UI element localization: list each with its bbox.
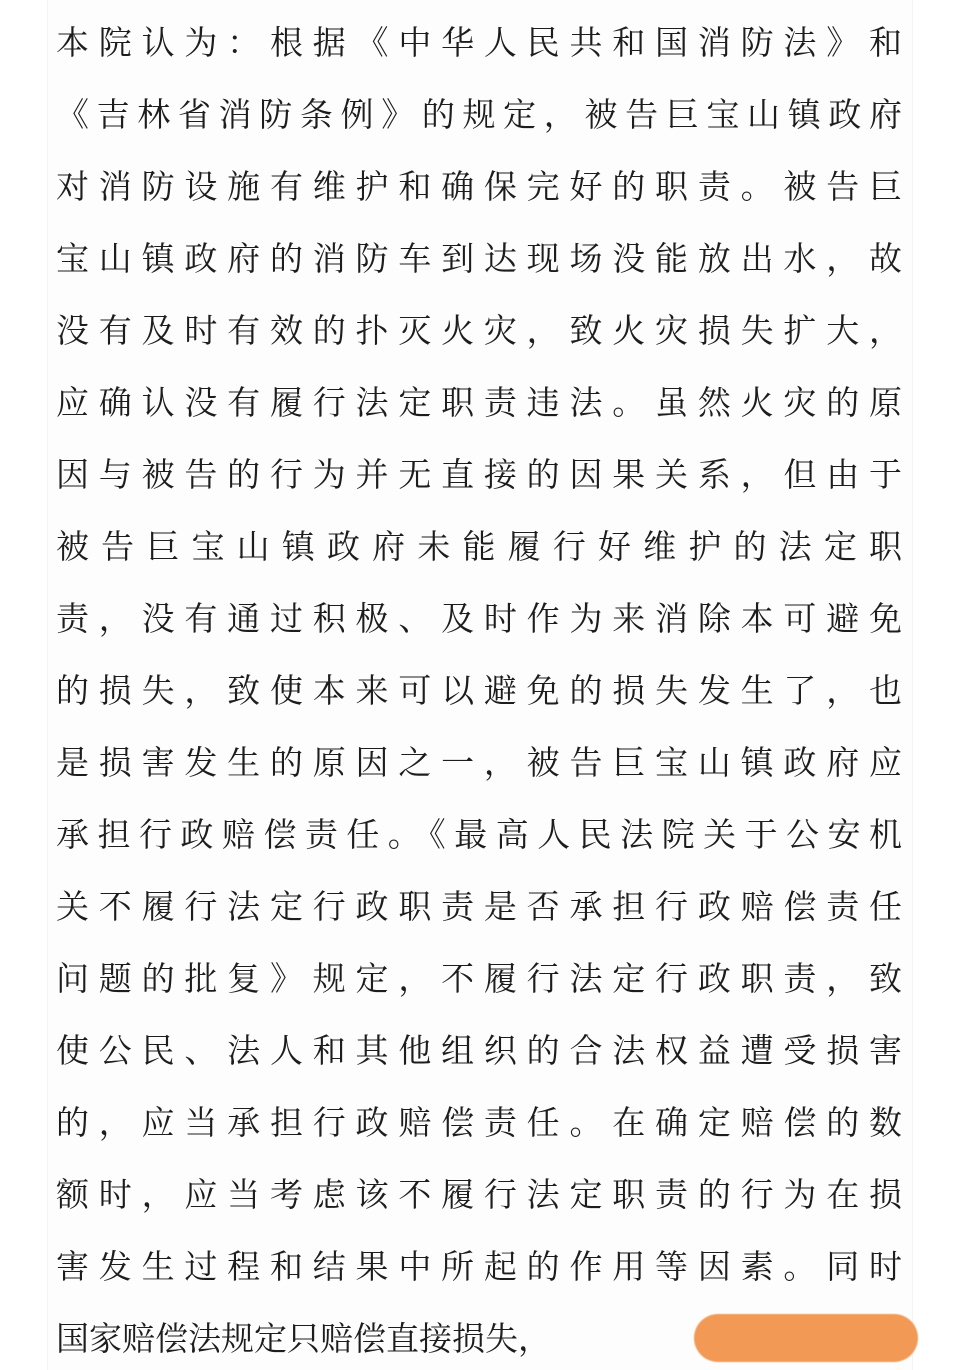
text-line: 的损失，致使本来可以避免的损失发生了，也 (56, 671, 902, 710)
text-line: 国家赔偿法规定只赔偿直接损失， (56, 1319, 551, 1358)
text-line: 使公民、法人和其他组织的合法权益遭受损害 (56, 1031, 902, 1070)
text-line: 因与被告的行为并无直接的因果关系，但由于 (56, 455, 902, 494)
text-line: 《吉林省消防条例》的规定，被告巨宝山镇政府 (56, 95, 902, 134)
text-line: 是损害发生的原因之一，被告巨宝山镇政府应 (56, 743, 902, 782)
text-line: 应确认没有履行法定职责违法。虽然火灾的原 (56, 383, 902, 422)
text-line: 责，没有通过积极、及时作为来消除本可避免 (56, 599, 902, 638)
text-line: 问题的批复》规定，不履行法定行政职责，致 (56, 959, 902, 998)
text-line: 对消防设施有维护和确保完好的职责。被告巨 (56, 167, 902, 206)
text-line: 承担行政赔偿责任。《最高人民法院关于公安机 (56, 815, 902, 854)
text-line: 害发生过程和结果中所起的作用等因素。同时 (56, 1247, 902, 1286)
document-body (56, 7, 902, 1370)
text-line: 宝山镇政府的消防车到达现场没能放出水，故 (56, 239, 902, 278)
text-line: 被告巨宝山镇政府未能履行好维护的法定职 (56, 527, 902, 566)
text-line: 额时，应当考虑该不履行法定职责的行为在损 (56, 1175, 902, 1214)
text-line: 本院认为：根据《中华人民共和国消防法》和 (56, 23, 902, 62)
text-line: 的，应当承担行政赔偿责任。在确定赔偿的数 (56, 1103, 902, 1142)
text-line: 没有及时有效的扑灭火灾，致火灾损失扩大， (56, 311, 902, 350)
redaction-mark (694, 1314, 918, 1362)
text-line: 关不履行法定行政职责是否承担行政赔偿责任 (56, 887, 902, 926)
